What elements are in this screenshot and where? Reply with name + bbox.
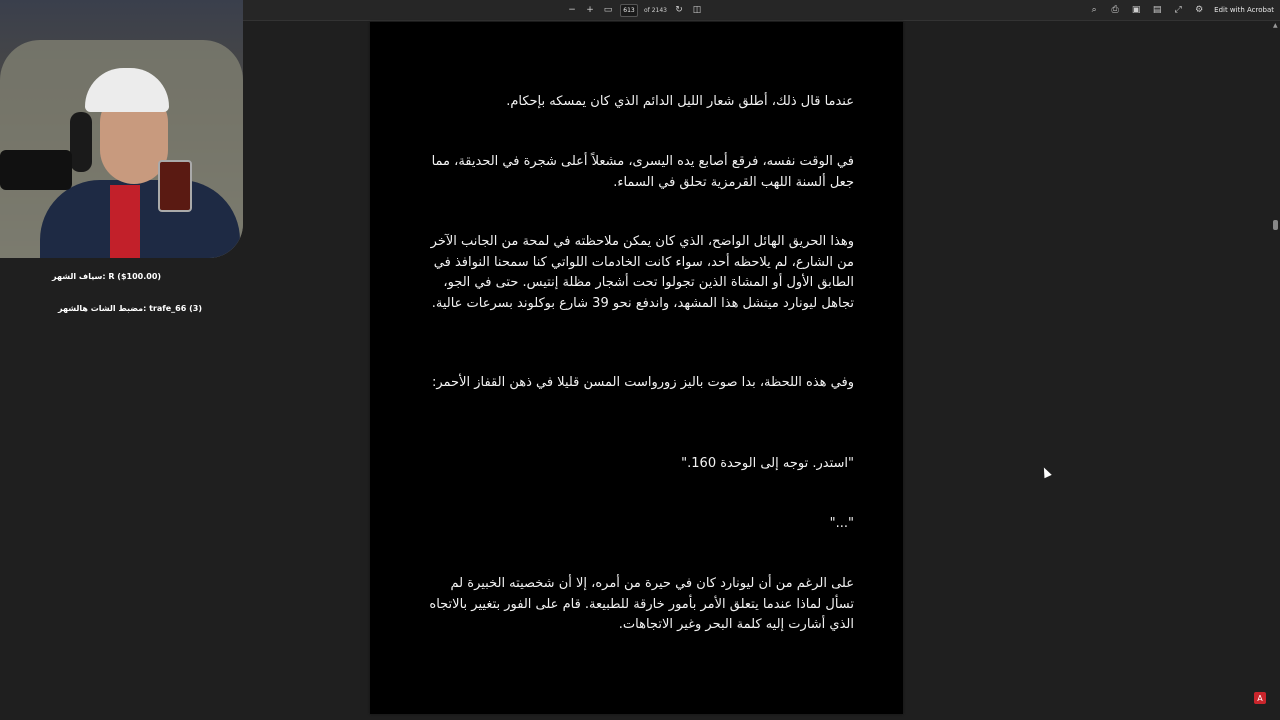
stat-sword-month: سياف الشهر: R ($100.00) — [52, 272, 162, 281]
page-view-icon[interactable]: ◫ — [692, 5, 702, 15]
glass — [158, 160, 192, 212]
search-icon[interactable]: ⌕ — [1091, 5, 1097, 15]
stat-chat-month: مضبط الشات هالشهر: trafe_66 (3) — [58, 304, 202, 313]
fullscreen-icon[interactable]: ⤢ — [1174, 5, 1182, 15]
page-total: of 2143 — [644, 6, 667, 14]
zoom-out-icon[interactable]: − — [568, 5, 576, 15]
edit-with-acrobat-button[interactable]: Edit with Acrobat — [1214, 6, 1274, 14]
page-number-input[interactable]: 613 — [620, 4, 638, 17]
rotate-icon[interactable]: ↻ — [675, 5, 683, 15]
fit-page-icon[interactable]: ▭ — [603, 5, 613, 15]
jacket — [40, 180, 240, 258]
mouse-cursor-icon — [1040, 466, 1051, 478]
scroll-up-icon[interactable]: ▲ — [1273, 22, 1278, 29]
webcam-overlay — [0, 0, 243, 258]
headset — [70, 112, 92, 172]
paragraph-7: على الرغم من أن ليونارد كان في حيرة من أمره، إلا أن شخصيته الخبيرة لم تسأل لماذا عندما يتعلق الأمر بأمور خارقة للطبيعة. قام على الفور بتغيير بالاتجاه الذي أشارت إليه كلمة البحر وغير الاتجاهات. — [429, 576, 854, 632]
jacket-stripe — [110, 185, 140, 258]
microphone — [0, 150, 72, 190]
pdf-page — [370, 22, 903, 714]
scrollbar-thumb[interactable] — [1273, 220, 1278, 230]
settings-icon[interactable]: ⚙ — [1195, 5, 1204, 15]
paragraph-1: عندما قال ذلك، أطلق شعار الليل الدائم الذي كان يمسكه بإحكام. — [506, 94, 854, 109]
paragraph-4: وفي هذه اللحظة، بدا صوت باليز زورواست المسن قليلا في ذهن القفاز الأحمر: — [431, 375, 854, 390]
paragraph-3: وهذا الحريق الهائل الواضح، الذي كان يمكن ملاحظته في لمحة من الجانب الآخر من الشارع، لم يلاحظه أحد، سواء كانت الخادمات اللواتي كنا سمحنا النوافذ في الطابق الأول أو المشاة الذين تجولوا تحت أشجار مظلة إنتيس. حتى في الجو، تجاهل ليونارد ميتشل هذا المشهد، واندفع نحو 39 شارع بوكلوند بسرعات عالية. — [430, 234, 854, 311]
print-icon[interactable]: ⎙ — [1111, 5, 1119, 15]
paragraph-6: "..." — [829, 516, 854, 531]
zoom-in-icon[interactable]: + — [586, 5, 594, 15]
paragraph-5: "استدر. توجه إلى الوحدة 160." — [681, 456, 854, 471]
acrobat-logo-icon: A — [1254, 692, 1266, 704]
paragraph-2: في الوقت نفسه، فرقع أصابع يده اليسرى، مشعلاً أعلى شجرة في الحديقة، مما جعل ألسنة اللهب القرمزية تحلق في السماء. — [431, 154, 854, 190]
save-icon[interactable]: ▣ — [1131, 5, 1141, 15]
save-as-icon[interactable]: ▤ — [1152, 5, 1162, 15]
